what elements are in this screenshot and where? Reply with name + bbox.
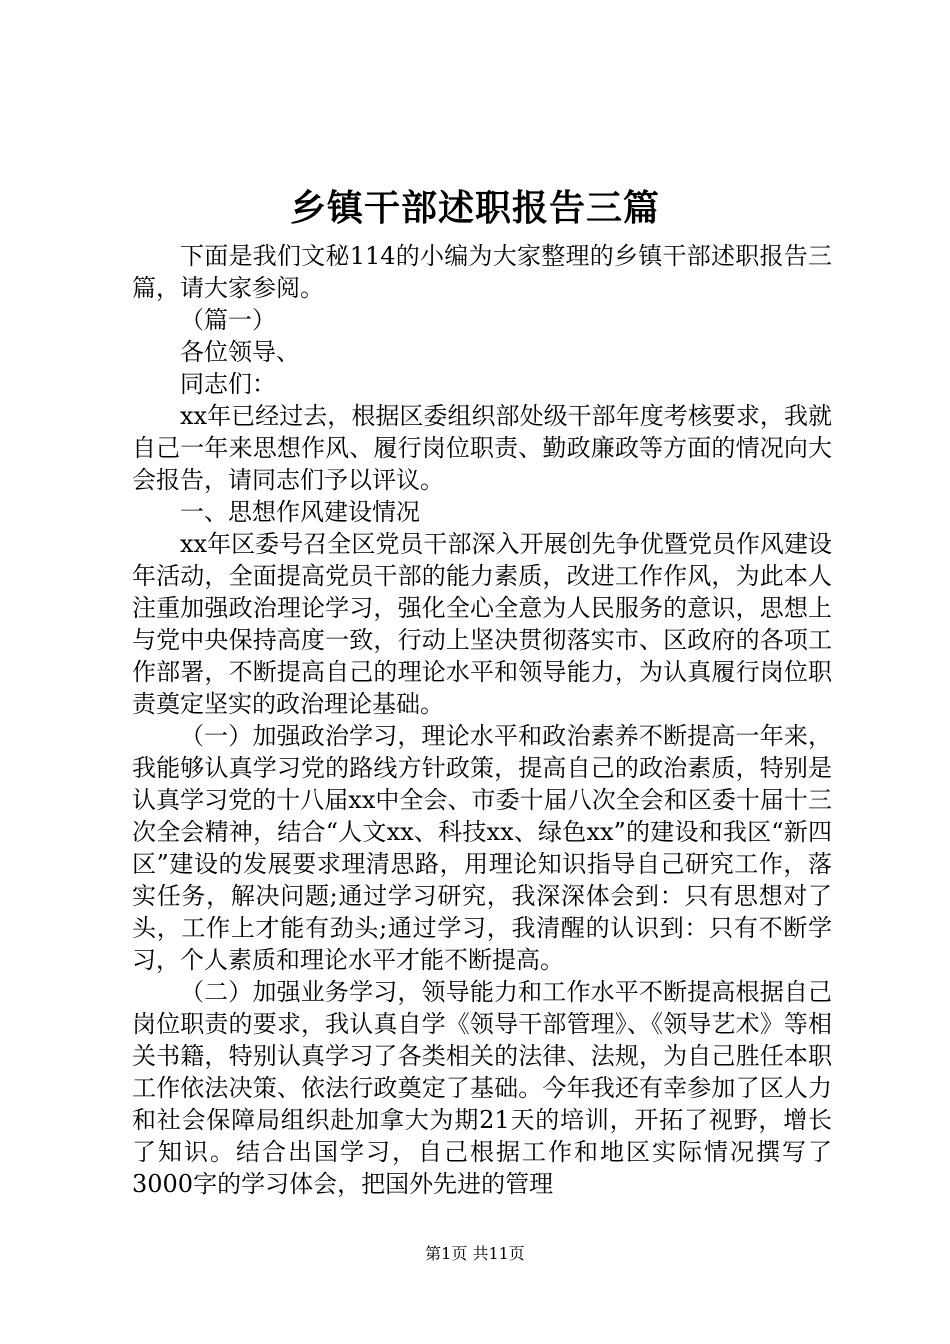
- page-footer: 第1页 共11页: [425, 1244, 525, 1263]
- body-paragraph: （二）加强业务学习，领导能力和工作水平不断提高根据自己岗位职责的要求，我认真自学《领导干部管理》、《领导艺术》等相关书籍，特别认真学习了各类相关的法律、法规，为自己胜任本职工作依法决策、依法行政奠定了基础。今年我还有幸参加了区人力和社会保障局组织赴加拿大为期21天的培训，开拓了视野，增长了知识。结合出国学习，自己根据工作和地区实际情况撰写了3000字的学习体会，把国外先进的管理: [132, 978, 832, 1198]
- document-body: [132, 240, 832, 1200]
- document-title: 乡镇干部述职报告三篇: [289, 187, 660, 229]
- section-heading: 一、思想作风建设情况: [180, 498, 420, 526]
- body-paragraph: xx年区委号召全区党员干部深入开展创先争优暨党员作风建设年活动，全面提高党员干部的能力素质，改进工作作风，为此本人注重加强政治理论学习，强化全心全意为人民服务的意识，思想上与党中央保持高度一致，行动上坚决贯彻落实市、区政府的各项工作部署，不断提高自己的理论水平和领导能力，为认真履行岗位职责奠定坚实的政治理论基础。: [132, 530, 832, 718]
- salutation-line-2: 同志们：: [180, 370, 276, 398]
- body-paragraph: xx年已经过去，根据区委组织部处级干部年度考核要求，我就自己一年来思想作风、履行岗位职责、勤政廉政等方面的情况向大会报告，请同志们予以评议。: [132, 402, 832, 494]
- body-paragraph: （一）加强政治学习，理论水平和政治素养不断提高一年来，我能够认真学习党的路线方针政策，提高自己的政治素质，特别是认真学习党的十八届xx中全会、市委十届八次全会和区委十届十三次全会精神，结合“人文xx、科技xx、绿色xx”的建设和我区“新四区”建设的发展要求理清思路，用理论知识指导自己研究工作，落实任务，解决问题;通过学习研究，我深深体会到：只有思想对了头，工作上才能有劲头;通过学习，我清醒的认识到：只有不断学习，个人素质和理论水平才能不断提高。: [132, 722, 832, 974]
- intro-paragraph: 下面是我们文秘114的小编为大家整理的乡镇干部述职报告三篇，请大家参阅。: [132, 242, 832, 302]
- section-label: （篇一）: [180, 306, 276, 334]
- salutation-line-1: 各位领导、: [180, 338, 300, 366]
